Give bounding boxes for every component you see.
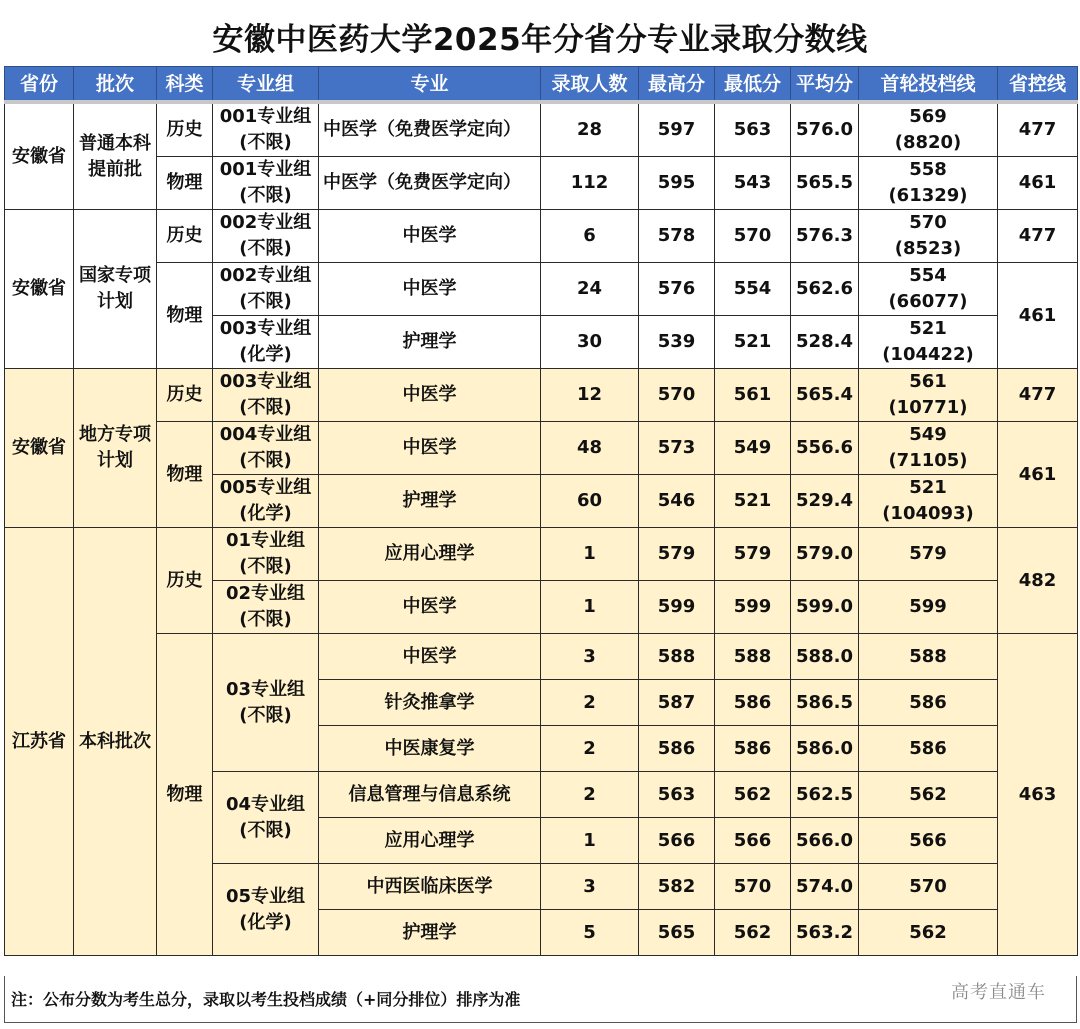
major-cell: 中医学	[319, 210, 541, 263]
col-header-subject: 科类	[157, 67, 213, 103]
batch-line: 普通本科	[79, 132, 151, 154]
batch-line: 计划	[97, 450, 133, 471]
count-cell: 2	[541, 680, 639, 726]
cutoff-cell: 562	[859, 772, 998, 818]
batch-line: 计划	[97, 291, 133, 312]
control-cell: 482	[998, 528, 1078, 634]
count-cell: 6	[541, 210, 639, 263]
group-line: 001专业组	[219, 106, 312, 127]
subject-cell: 历史	[157, 528, 213, 634]
group-cell	[213, 102, 319, 157]
batch-line: 国家专项	[79, 265, 151, 286]
count-cell: 1	[541, 581, 639, 634]
min-cell: 586	[715, 726, 791, 772]
major-cell: 应用心理学	[319, 528, 541, 581]
group-line: (不限)	[239, 819, 292, 841]
max-cell: 599	[639, 581, 715, 634]
cutoff-cell: 570	[859, 864, 998, 910]
cutoff-cell: 586	[859, 680, 998, 726]
group-line: (不限)	[239, 556, 292, 577]
group-cell	[213, 316, 319, 369]
major-cell: 中医学	[319, 369, 541, 422]
col-header-control: 省控线	[998, 67, 1078, 103]
province-cell: 江苏省	[5, 528, 74, 956]
count-cell: 2	[541, 772, 639, 818]
avg-cell: 528.4	[791, 316, 859, 369]
group-line: 003专业组	[219, 318, 312, 339]
cutoff-rank: (8523)	[894, 238, 962, 259]
group-line: 002专业组	[219, 265, 312, 286]
cutoff-score: 554	[909, 265, 947, 286]
min-cell: 562	[715, 772, 791, 818]
group-cell	[213, 369, 319, 422]
group-cell	[213, 475, 319, 528]
col-header-cutoff: 首轮投档线	[859, 67, 998, 103]
table-row	[5, 263, 1078, 316]
count-cell: 112	[541, 157, 639, 210]
avg-cell: 565.4	[791, 369, 859, 422]
cutoff-cell	[859, 422, 998, 475]
major-cell: 中医学	[319, 422, 541, 475]
batch-cell	[74, 102, 157, 210]
batch-line: 地方专项	[79, 424, 151, 445]
min-cell: 588	[715, 634, 791, 680]
major-cell: 信息管理与信息系统	[319, 772, 541, 818]
cutoff-rank: (10771)	[888, 397, 968, 418]
avg-cell: 588.0	[791, 634, 859, 680]
col-header-province: 省份	[5, 67, 74, 103]
max-cell: 578	[639, 210, 715, 263]
group-line: (不限)	[239, 609, 292, 630]
cutoff-rank: (66077)	[888, 291, 968, 312]
cutoff-rank: (8820)	[894, 132, 962, 153]
cutoff-score: 549	[909, 424, 947, 445]
table-row	[5, 157, 1078, 210]
avg-cell: 586.0	[791, 726, 859, 772]
min-cell: 566	[715, 818, 791, 864]
max-cell: 587	[639, 680, 715, 726]
subject-cell: 物理	[157, 263, 213, 369]
cutoff-score: 521	[909, 318, 947, 339]
subject-cell: 历史	[157, 210, 213, 263]
col-header-count: 录取人数	[541, 67, 639, 103]
cutoff-cell: 562	[859, 910, 998, 956]
cutoff-rank: (61329)	[888, 185, 968, 206]
group-line: 001专业组	[219, 159, 312, 180]
count-cell: 12	[541, 369, 639, 422]
cutoff-cell	[859, 102, 998, 157]
control-cell: 477	[998, 369, 1078, 422]
table-row	[5, 634, 1078, 680]
cutoff-cell	[859, 210, 998, 263]
group-line: (化学)	[239, 911, 292, 933]
avg-cell: 576.0	[791, 102, 859, 157]
major-cell: 中医学（免费医学定向）	[319, 102, 541, 157]
group-cell	[213, 864, 319, 956]
cutoff-score: 558	[909, 159, 947, 180]
header-row	[5, 67, 1078, 103]
batch-cell	[74, 369, 157, 528]
min-cell: 561	[715, 369, 791, 422]
avg-cell: 579.0	[791, 528, 859, 581]
table-row	[5, 422, 1078, 475]
avg-cell: 599.0	[791, 581, 859, 634]
group-line: (化学)	[239, 344, 292, 365]
subject-cell: 历史	[157, 102, 213, 157]
footnote-box	[4, 976, 1077, 1023]
avg-cell: 586.5	[791, 680, 859, 726]
control-cell: 477	[998, 102, 1078, 157]
group-line: 01专业组	[225, 530, 306, 551]
group-line: 005专业组	[219, 477, 312, 498]
cutoff-cell: 588	[859, 634, 998, 680]
col-header-avg: 平均分	[791, 67, 859, 103]
page-title: 安徽中医药大学2025年分省分专业录取分数线	[212, 22, 868, 58]
group-cell	[213, 210, 319, 263]
avg-cell: 576.3	[791, 210, 859, 263]
col-header-batch: 批次	[74, 67, 157, 103]
table-row	[5, 102, 1078, 157]
cutoff-score: 569	[909, 106, 947, 127]
group-line: (不限)	[239, 397, 292, 418]
group-line: (不限)	[239, 132, 292, 153]
col-header-min: 最低分	[715, 67, 791, 103]
cutoff-cell	[859, 263, 998, 316]
group-line: 002专业组	[219, 212, 312, 233]
min-cell: 543	[715, 157, 791, 210]
group-line: 04专业组	[225, 793, 306, 815]
min-cell: 570	[715, 210, 791, 263]
table-row	[5, 369, 1078, 422]
count-cell: 1	[541, 528, 639, 581]
cutoff-cell: 566	[859, 818, 998, 864]
subject-cell: 物理	[157, 634, 213, 956]
count-cell: 28	[541, 102, 639, 157]
group-cell	[213, 422, 319, 475]
avg-cell: 529.4	[791, 475, 859, 528]
min-cell: 570	[715, 864, 791, 910]
cutoff-rank: (104093)	[882, 503, 974, 524]
max-cell: 563	[639, 772, 715, 818]
group-line: 003专业组	[219, 371, 312, 392]
major-cell: 中医学	[319, 634, 541, 680]
control-cell: 477	[998, 210, 1078, 263]
min-cell: 549	[715, 422, 791, 475]
major-cell: 中医学（免费医学定向）	[319, 157, 541, 210]
col-header-max: 最高分	[639, 67, 715, 103]
control-cell: 461	[998, 422, 1078, 528]
cutoff-score: 570	[909, 212, 947, 233]
table-row	[5, 528, 1078, 581]
cutoff-cell: 599	[859, 581, 998, 634]
group-cell	[213, 772, 319, 864]
max-cell: 582	[639, 864, 715, 910]
count-cell: 3	[541, 634, 639, 680]
avg-cell: 562.6	[791, 263, 859, 316]
group-cell	[213, 581, 319, 634]
control-cell: 461	[998, 263, 1078, 369]
min-cell: 579	[715, 528, 791, 581]
province-cell: 安徽省	[5, 102, 74, 210]
group-line: 05专业组	[225, 885, 306, 907]
cutoff-cell	[859, 157, 998, 210]
major-cell: 中医学	[319, 581, 541, 634]
province-cell: 安徽省	[5, 210, 74, 369]
max-cell: 597	[639, 102, 715, 157]
count-cell: 60	[541, 475, 639, 528]
group-line: 004专业组	[219, 424, 312, 445]
cutoff-score: 561	[909, 371, 947, 392]
group-line: (不限)	[239, 291, 292, 312]
count-cell: 5	[541, 910, 639, 956]
cutoff-cell	[859, 316, 998, 369]
footnote-text: 注：公布分数为考生总分，录取以考生投档成绩（+同分排位）排序为准	[11, 990, 521, 1009]
col-header-major: 专业	[319, 67, 541, 103]
major-cell: 中医学	[319, 263, 541, 316]
max-cell: 595	[639, 157, 715, 210]
group-line: 02专业组	[225, 583, 306, 604]
cutoff-cell	[859, 475, 998, 528]
min-cell: 521	[715, 475, 791, 528]
max-cell: 566	[639, 818, 715, 864]
group-line: (化学)	[239, 503, 292, 524]
max-cell: 539	[639, 316, 715, 369]
avg-cell: 574.0	[791, 864, 859, 910]
max-cell: 579	[639, 528, 715, 581]
watermark: 高考直通车	[951, 982, 1046, 1003]
group-line: (不限)	[239, 450, 292, 471]
control-cell: 461	[998, 157, 1078, 210]
max-cell: 586	[639, 726, 715, 772]
batch-cell: 本科批次	[74, 528, 157, 956]
min-cell: 554	[715, 263, 791, 316]
min-cell: 562	[715, 910, 791, 956]
count-cell: 24	[541, 263, 639, 316]
min-cell: 586	[715, 680, 791, 726]
cutoff-rank: (104422)	[882, 344, 974, 365]
count-cell: 1	[541, 818, 639, 864]
province-cell: 安徽省	[5, 369, 74, 528]
group-cell	[213, 157, 319, 210]
cutoff-cell: 586	[859, 726, 998, 772]
batch-cell	[74, 210, 157, 369]
group-line: (不限)	[239, 704, 292, 726]
group-line: (不限)	[239, 238, 292, 259]
cutoff-cell: 579	[859, 528, 998, 581]
min-cell: 599	[715, 581, 791, 634]
min-cell: 521	[715, 316, 791, 369]
admission-score-table	[4, 66, 1078, 956]
major-cell: 针灸推拿学	[319, 680, 541, 726]
major-cell: 护理学	[319, 910, 541, 956]
group-cell	[213, 634, 319, 772]
major-cell: 护理学	[319, 475, 541, 528]
group-line: (不限)	[239, 185, 292, 206]
count-cell: 2	[541, 726, 639, 772]
control-cell: 463	[998, 634, 1078, 956]
avg-cell: 563.2	[791, 910, 859, 956]
col-header-group: 专业组	[213, 67, 319, 103]
min-cell: 563	[715, 102, 791, 157]
max-cell: 570	[639, 369, 715, 422]
group-line: 03专业组	[225, 678, 306, 700]
avg-cell: 565.5	[791, 157, 859, 210]
major-cell: 护理学	[319, 316, 541, 369]
avg-cell: 562.5	[791, 772, 859, 818]
major-cell: 中医康复学	[319, 726, 541, 772]
group-cell	[213, 528, 319, 581]
major-cell: 中西医临床医学	[319, 864, 541, 910]
max-cell: 588	[639, 634, 715, 680]
subject-cell: 物理	[157, 157, 213, 210]
max-cell: 573	[639, 422, 715, 475]
count-cell: 3	[541, 864, 639, 910]
major-cell: 应用心理学	[319, 818, 541, 864]
cutoff-cell	[859, 369, 998, 422]
cutoff-rank: (71105)	[888, 450, 968, 471]
avg-cell: 566.0	[791, 818, 859, 864]
avg-cell: 556.6	[791, 422, 859, 475]
cutoff-score: 521	[909, 477, 947, 498]
subject-cell: 物理	[157, 422, 213, 528]
group-cell	[213, 263, 319, 316]
count-cell: 48	[541, 422, 639, 475]
max-cell: 546	[639, 475, 715, 528]
subject-cell: 历史	[157, 369, 213, 422]
max-cell: 576	[639, 263, 715, 316]
count-cell: 30	[541, 316, 639, 369]
batch-line: 提前批	[88, 158, 142, 180]
table-row	[5, 210, 1078, 263]
max-cell: 565	[639, 910, 715, 956]
